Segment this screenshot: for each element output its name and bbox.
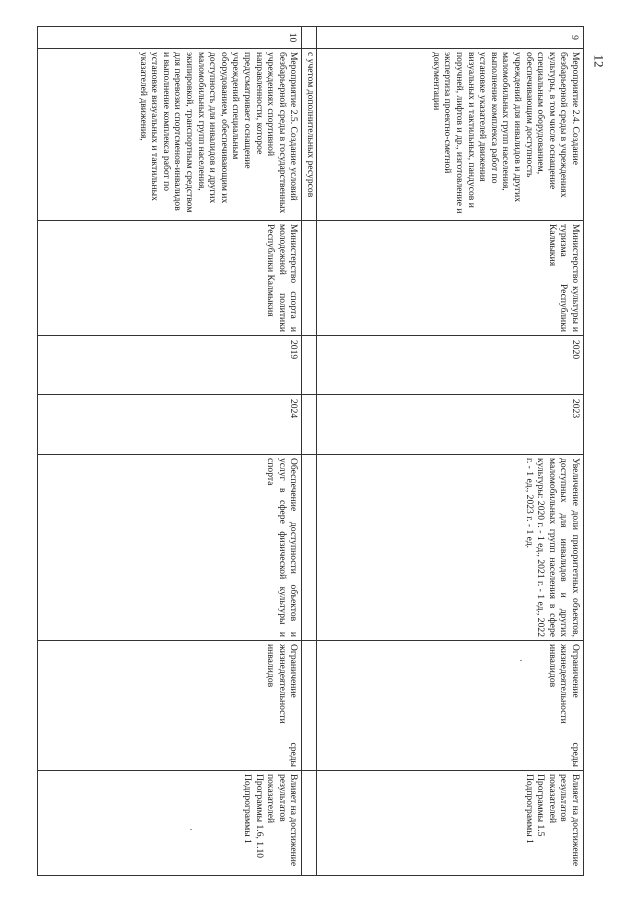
start-year: 2020 — [317, 336, 584, 395]
program-table — [37, 26, 584, 876]
table-row — [302, 27, 317, 876]
row-number: 10 — [38, 27, 302, 49]
event-cell: Мероприятие 2.5. Создание условий безбарьерной среды в государственных учреждениях спортивной направленности, которое предусматривает оснащение учреждений специальным оборудованием, обеспечивающим их доступность для инвалидов и других маломобильных групп населения, экипировкой, транспортным средством для перевозки спортсменов-инвалидов и выполнение комплекса работ по установке визуальных и тактильных указателей движения, — [38, 49, 302, 221]
empty-cell — [302, 771, 317, 876]
event-cell — [317, 49, 584, 221]
table-row — [317, 27, 584, 876]
end-year: 2023 — [317, 395, 584, 455]
result-cell: Обеспечение доступности объектов и услуг в сфере физической культуры и спорта — [38, 455, 302, 641]
consequence-cell: Ограничение среды жизнедеятельности инвалидов — [38, 641, 302, 771]
page-number: 12 — [591, 54, 607, 68]
scan-speck — [190, 829, 192, 830]
event-text: Мероприятие 2.4. Создание безбарьерной среды в учреждениях культуры, в том числе оснащение специальным оборудованием, обеспечивающим доступность учреждений для инвалидов и других маломобильных групп населения, выполнение комплекса работ по установке указателей движения визуальных и тактильных, пандусов и поручней, лифтов и др., изготовление и экспертиза проектно-сметной документации — [430, 52, 581, 214]
empty-cell — [302, 641, 317, 771]
result-cell: Увеличение доли приоритетных объектов, доступных для инвалидов и других маломобильных групп населения в сфере культуры: 2020 г. - 1 ед., 2021 г. - 1 ед., 2022 г. - 1 ед., 2023 г. - 1 ед. — [317, 455, 584, 641]
row-number: 9 — [317, 27, 584, 49]
empty-cell — [302, 395, 317, 455]
indicator-link-cell: Влияет на достижение результатов показателей Программы 1.6, 1.10 Подпрограммы 1 — [38, 771, 302, 876]
executor-cell: Министерство спорта и молодежной политики Республики Калмыкия — [38, 221, 302, 336]
end-year: 2024 — [38, 395, 302, 455]
empty-cell — [302, 455, 317, 641]
empty-cell — [302, 27, 317, 49]
scan-speck — [520, 660, 522, 661]
start-year: 2019 — [38, 336, 302, 395]
indicator-link-cell: Влияет на достижение результатов показателей Программы 1.5 Подпрограммы 1 — [317, 771, 584, 876]
empty-cell — [302, 221, 317, 336]
executor-cell: Министерство культуры и туризма Республики Калмыкия — [317, 221, 584, 336]
empty-cell — [302, 336, 317, 395]
consequence-cell: Ограничение среды жизнедеятельности инвалидов — [317, 641, 584, 771]
rotated-page — [24, 26, 584, 896]
table-row — [38, 27, 302, 876]
event-note: с учетом дополнительных ресурсов — [302, 49, 317, 221]
